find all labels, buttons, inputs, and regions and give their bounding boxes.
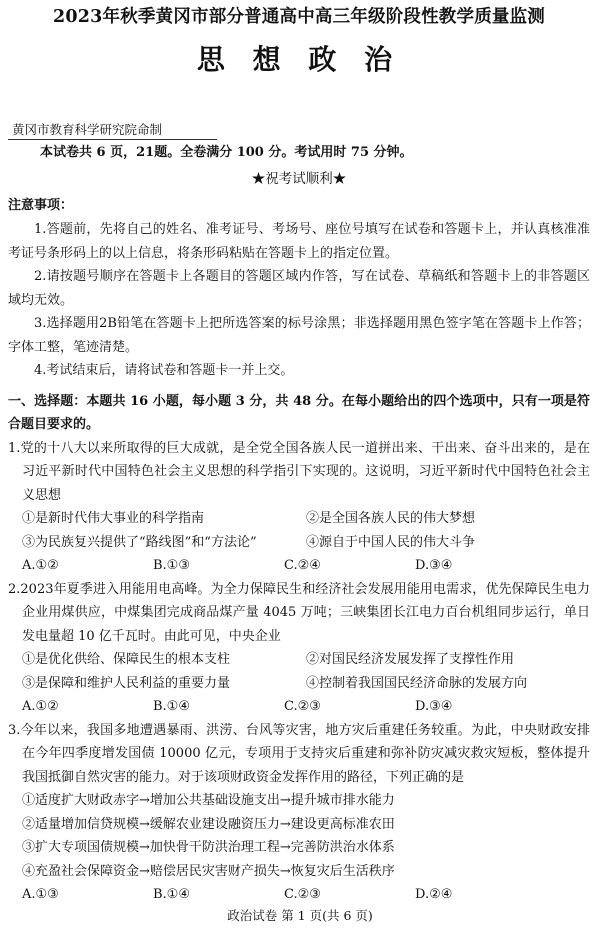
notice-item: 4.考试结束后，请将试卷和答题卡一并上交。	[34, 363, 294, 378]
answer-choice: C.②③	[284, 887, 321, 902]
answer-row	[8, 883, 590, 907]
option: ①适度扩大财政赤字→增加公共基础设施支出→提升城市排水能力	[22, 793, 395, 808]
option-row	[8, 672, 590, 696]
good-luck-line: ★祝考试顺利★	[251, 171, 347, 187]
option: ③为民族复兴提供了“路线图”和“方法论”	[22, 534, 257, 550]
option: ③扩大专项国债规模→加快骨干防洪治理工程→完善防洪治水体系	[22, 840, 395, 855]
answer-choice: C.②④	[284, 558, 321, 573]
notice-item: 1.答题前，先将自己的姓名、准考证号、考场号、座位号填写在试卷和答题卡上，并认真核准准考证号条形码上的以上信息，将条形码粘贴在答题卡上的指定位置。	[8, 222, 590, 261]
option: ④控制着我国国民经济命脉的发展方向	[306, 675, 528, 691]
answer-choice: B.①④	[153, 699, 190, 714]
option: ④源自于中国人民的伟大斗争	[306, 534, 476, 550]
option: ②对国民经济发展发挥了支撑性作用	[306, 652, 515, 667]
answer-row	[8, 695, 590, 719]
answer-choice: D.②④	[415, 887, 453, 902]
answer-choice: D.③④	[415, 699, 453, 714]
issuer-line: 黄冈市教育科学研究院命制	[8, 121, 217, 140]
question-stem: 3.今年以来，我国多地遭遇暴雨、洪涝、台风等灾害，地方灾后重建任务较重。为此，中央财政安排在今年四季度增发国债 10000 亿元，专项用于支持灾后重建和弥补防灾减灾救灾短板，整体提升我国抵御自然灾害的能力。对于该项财政资金发挥作用的路径，下列正确的是	[8, 722, 590, 785]
answer-choice: A.①②	[22, 558, 59, 573]
answer-row	[8, 554, 590, 578]
question-2	[8, 578, 590, 719]
option: ①是优化供给、保障民生的根本支柱	[22, 652, 231, 667]
answer-choice: B.①④	[153, 887, 190, 902]
notice-heading: 注意事项：	[8, 198, 74, 213]
question-1	[8, 437, 590, 578]
option: ③是保障和维护人民利益的重要力量	[22, 675, 231, 691]
option-row	[8, 648, 590, 672]
option: ②是全国各族人民的伟大梦想	[306, 511, 476, 526]
option: ①是新时代伟大事业的科学指南	[22, 511, 205, 526]
page-footer: 政治试卷 第 1 页(共 6 页)	[227, 908, 373, 923]
option: ②适量增加信贷规模→缓解农业建设融资压力→建设更高标准农田	[22, 816, 395, 832]
answer-choice: A.①②	[22, 699, 59, 714]
notice-item: 3.选择题用2B铅笔在答题卡上把所选答案的标号涂黑；非选择题用黑色签字笔在答题卡上作答；字体工整，笔迹清楚。	[8, 316, 590, 355]
exam-info: 本试卷共 6 页，21题。全卷满分 100 分。考试用时 75 分钟。	[40, 145, 413, 160]
exam-title: 2023年秋季黄冈市部分普通高中高三年级阶段性教学质量监测	[52, 7, 545, 27]
option-row	[8, 531, 590, 555]
answer-choice: A.①③	[22, 887, 59, 902]
question-stem: 2.2023年夏季进入用能用电高峰。为全力保障民生和经济社会发展用能用电需求，优先保障民生电力企业用煤供应，中煤集团完成商品煤产量 4045 万吨；三峡集团长江电力百台机组同步运行，单日发电量超 10 亿千瓦时。由此可见，中央企业	[8, 581, 590, 644]
section-heading: 一、选择题：本题共 16 小题，每小题 3 分，共 48 分。在每小题给出的四个选项中，只有一项是符合题目要求的。	[8, 393, 590, 432]
option: ④充盈社会保障资金→赔偿居民灾害财产损失→恢复灾后生活秩序	[22, 863, 395, 879]
answer-choice: D.③④	[415, 558, 453, 573]
option-row	[8, 507, 590, 531]
question-3	[8, 719, 590, 907]
answer-choice: B.①③	[153, 558, 190, 573]
notice-item: 2.请按题号顺序在答题卡上各题目的答题区域内作答，写在试卷、草稿纸和答题卡上的非答题区域均无效。	[8, 269, 590, 308]
subject-title: 思 想 政 治	[196, 43, 402, 76]
question-stem: 1.党的十八大以来所取得的巨大成就，是全党全国各族人民一道拼出来、干出来、奋斗出来的，是在习近平新时代中国特色社会主义思想的科学指引下实现的。这说明，习近平新时代中国特色社会主义思想	[8, 440, 590, 503]
answer-choice: C.②③	[284, 699, 321, 714]
